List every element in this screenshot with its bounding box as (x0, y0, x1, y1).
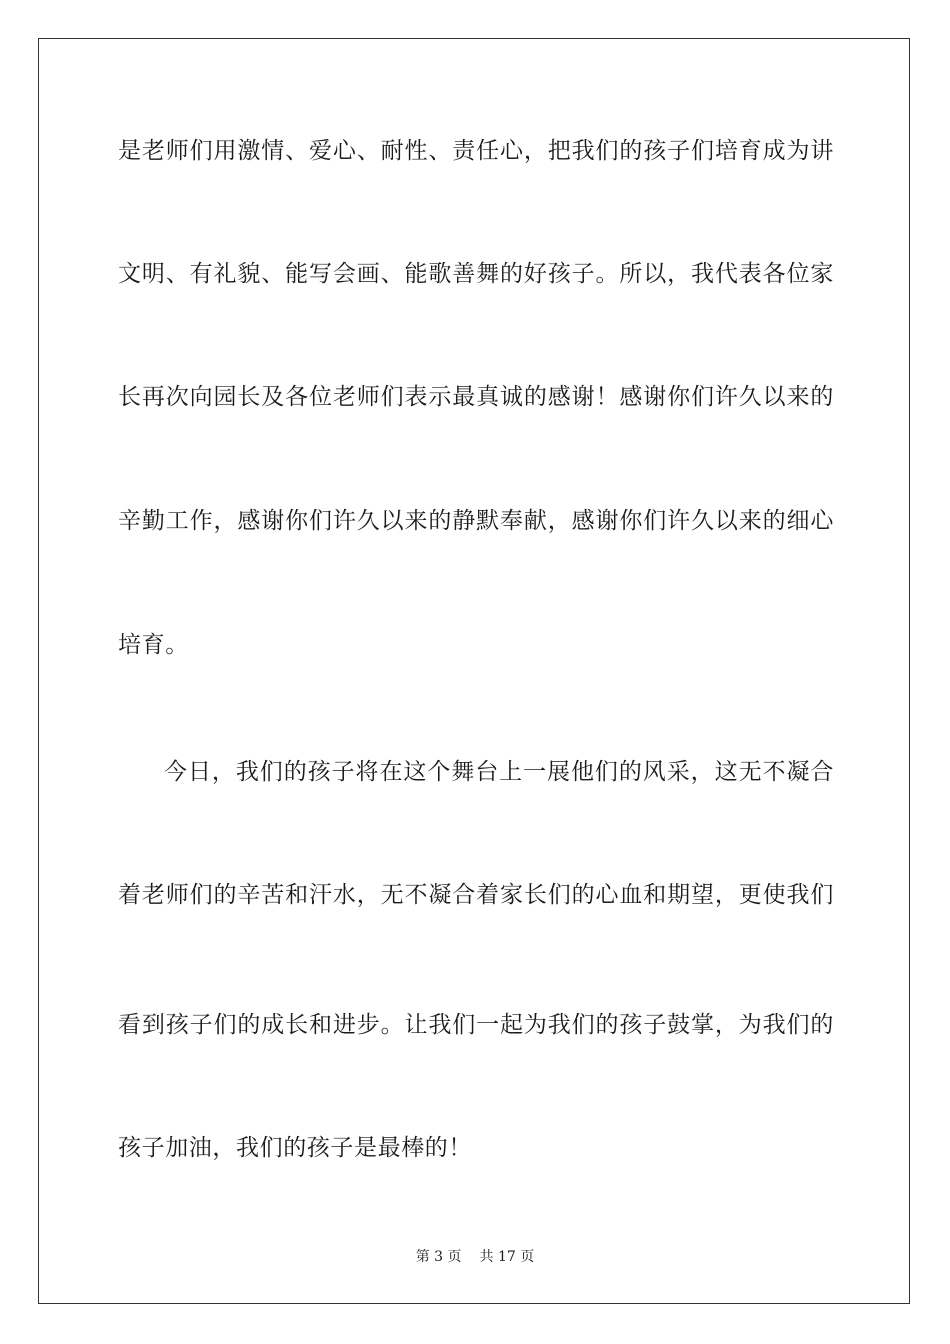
body-text-line: 看到孩子们的成长和进步。让我们一起为我们的孩子鼓掌，为我们的 (118, 1012, 834, 1038)
page-footer (0, 1248, 950, 1266)
body-text-line: 长再次向园长及各位老师们表示最真诚的感谢！感谢你们许久以来的 (118, 384, 834, 410)
body-text-line: 着老师们的辛苦和汗水，无不凝合着家长们的心血和期望，更使我们 (118, 882, 834, 908)
page-total: 共 17 页 (479, 1249, 535, 1265)
page-number: 第 3 页 (415, 1249, 462, 1265)
paragraph-first-line: 今日，我们的孩子将在这个舞台上一展他们的风采，这无不凝合 (164, 759, 834, 785)
body-text-line: 培育。 (118, 632, 189, 658)
body-text-line: 是老师们用激情、爱心、耐性、责任心，把我们的孩子们培育成为讲 (118, 138, 834, 164)
body-text-line: 辛勤工作，感谢你们许久以来的静默奉献，感谢你们许久以来的细心 (118, 508, 834, 534)
page-border (38, 38, 910, 1304)
body-text-line: 文明、有礼貌、能写会画、能歌善舞的好孩子。所以，我代表各位家 (118, 261, 834, 287)
body-text-line: 孩子加油，我们的孩子是最棒的！ (118, 1135, 472, 1161)
